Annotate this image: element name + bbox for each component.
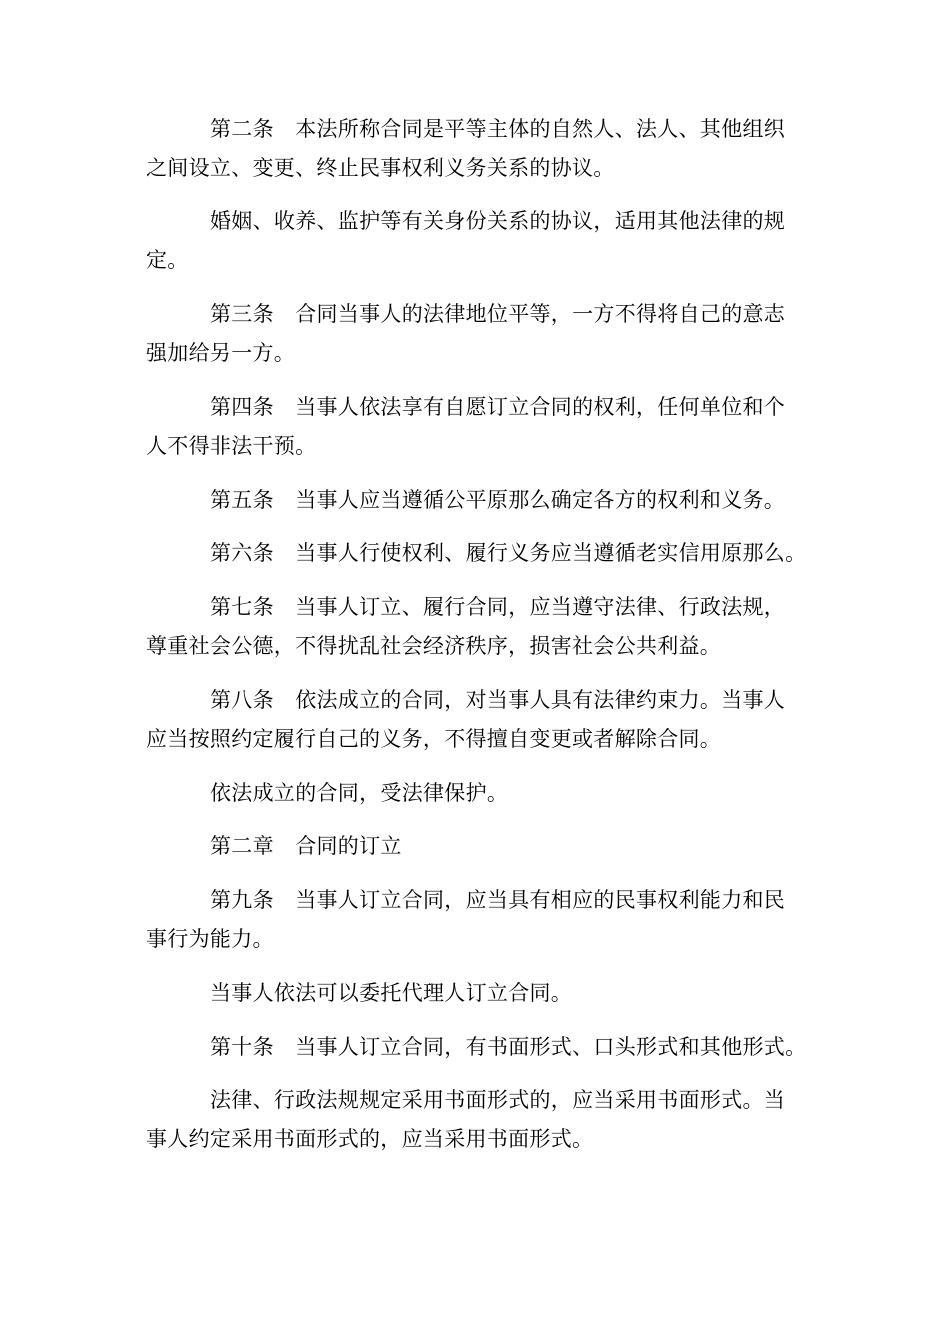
paragraph-line: 尊重社会公德，不得扰乱社会经济秩序，损害社会公共利益。 <box>146 634 722 658</box>
paragraph-line: 定。 <box>146 248 189 272</box>
paragraph-article-10-clause-2 <box>146 1081 806 1159</box>
paragraph-article-3 <box>146 295 806 373</box>
paragraph-line: 事人约定采用书面形式的，应当采用书面形式。 <box>146 1127 594 1151</box>
paragraph-line: 之间设立、变更、终止民事权利义务关系的协议。 <box>146 156 615 180</box>
paragraph-line: 法律、行政法规规定采用书面形式的，应当采用书面形式。当 <box>210 1088 786 1112</box>
paragraph-line: 第九条 当事人订立合同，应当具有相应的民事权利能力和民 <box>210 888 786 912</box>
paragraph-line: 第五条 当事人应当遵循公平原那么确定各方的权利和义务。 <box>210 488 786 512</box>
paragraph-article-8-clause-2 <box>146 774 806 813</box>
paragraph-line: 第八条 依法成立的合同，对当事人具有法律约束力。当事人 <box>210 688 786 712</box>
paragraph-line: 人不得非法干预。 <box>146 434 317 458</box>
paragraph-article-8 <box>146 681 806 759</box>
paragraph-line: 依法成立的合同，受法律保护。 <box>210 781 509 805</box>
paragraph-article-9 <box>146 881 806 959</box>
paragraph-line: 事行为能力。 <box>146 927 274 951</box>
chapter-heading <box>146 827 806 866</box>
paragraph-line: 第二章 合同的订立 <box>210 834 402 858</box>
paragraph-line: 当事人依法可以委托代理人订立合同。 <box>210 981 573 1005</box>
paragraph-line: 第十条 当事人订立合同，有书面形式、口头形式和其他形式。 <box>210 1035 807 1059</box>
paragraph-line: 第七条 当事人订立、履行合同，应当遵守法律、行政法规， <box>210 595 786 619</box>
paragraph-line: 强加给另一方。 <box>146 341 296 365</box>
paragraph-line: 婚姻、收养、监护等有关身份关系的协议，适用其他法律的规 <box>210 209 786 233</box>
paragraph-article-2-clause-2 <box>146 202 806 280</box>
paragraph-line: 第六条 当事人行使权利、履行义务应当遵循老实信用原那么。 <box>210 541 807 565</box>
paragraph-article-7 <box>146 588 806 666</box>
paragraph-line: 第三条 合同当事人的法律地位平等，一方不得将自己的意志 <box>210 302 786 326</box>
paragraph-article-2 <box>146 110 806 188</box>
paragraph-article-6 <box>146 534 806 573</box>
paragraph-article-10 <box>146 1028 806 1067</box>
paragraph-line: 第二条 本法所称合同是平等主体的自然人、法人、其他组织 <box>210 117 786 141</box>
paragraph-line: 应当按照约定履行自己的义务，不得擅自变更或者解除合同。 <box>146 727 722 751</box>
paragraph-line: 第四条 当事人依法享有自愿订立合同的权利，任何单位和个 <box>210 395 786 419</box>
paragraph-article-4 <box>146 388 806 466</box>
paragraph-article-5 <box>146 481 806 520</box>
paragraph-article-9-clause-2 <box>146 974 806 1013</box>
